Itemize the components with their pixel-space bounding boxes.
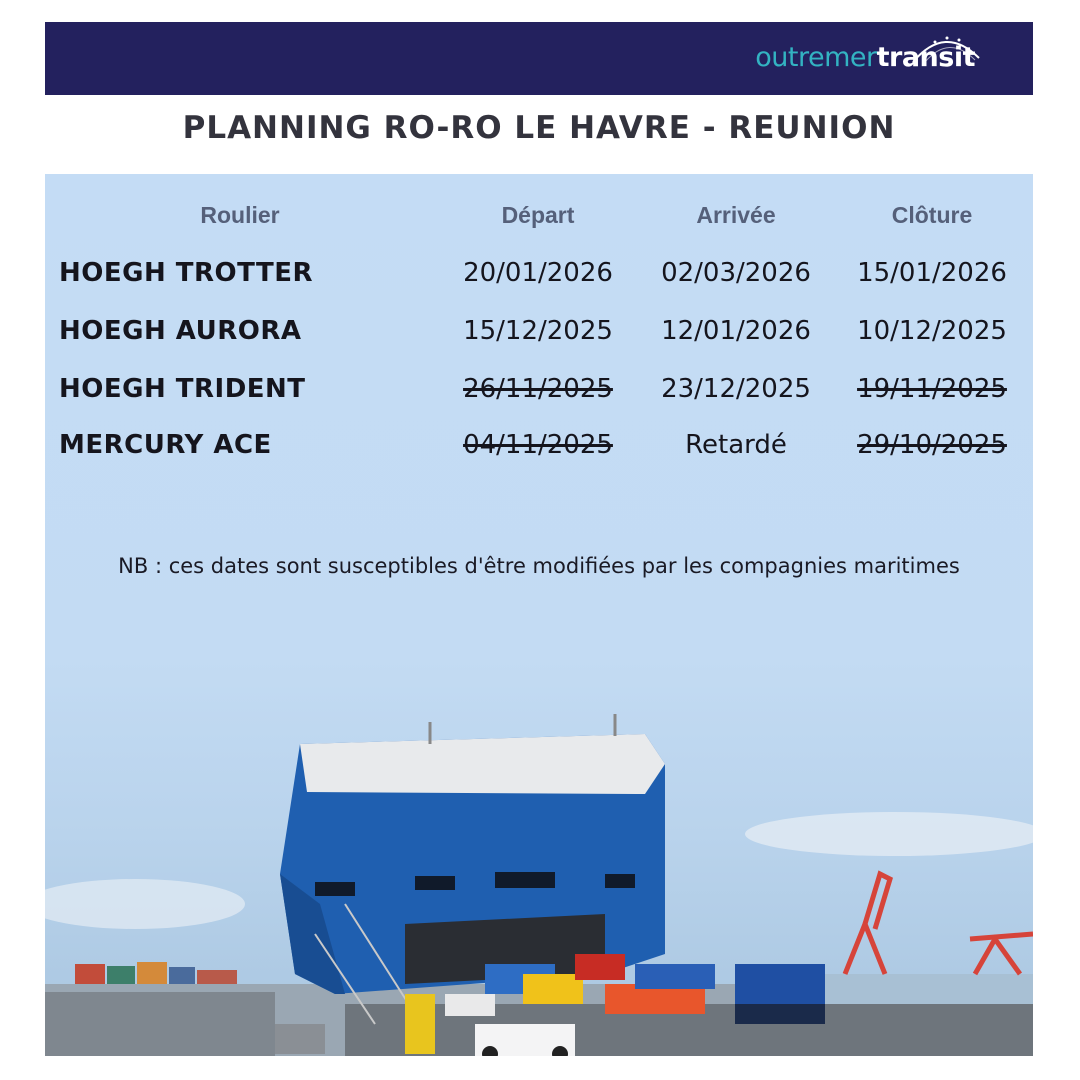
departure-date: 04/11/2025 (463, 430, 613, 460)
closing-date: 15/01/2026 (857, 258, 1007, 288)
logo-part1: outremer (755, 42, 877, 73)
column-header-departure: Départ (501, 202, 575, 228)
departure-date: 15/12/2025 (463, 316, 613, 346)
ship-name: HOEGH AURORA (59, 316, 302, 346)
schedule-panel (45, 174, 1033, 1056)
departure-date: 26/11/2025 (463, 374, 613, 404)
departure-date: 20/01/2026 (463, 258, 613, 288)
column-header-ship: Roulier (200, 202, 280, 228)
brand-logo (755, 42, 975, 73)
schedule-row (45, 430, 1033, 470)
roro-ship-photo (45, 674, 1033, 1056)
arrival-date: 23/12/2025 (661, 374, 811, 404)
planning-card (45, 22, 1033, 1056)
page-title: PLANNING RO-RO LE HAVRE - REUNION (182, 110, 896, 146)
closing-date: 29/10/2025 (857, 430, 1007, 460)
logo-part2: transit (876, 42, 975, 73)
arrival-status: Retardé (685, 430, 787, 460)
ship-name: HOEGH TRIDENT (59, 374, 306, 404)
column-header-arrival: Arrivée (696, 202, 776, 228)
schedule-row (45, 258, 1033, 298)
disclaimer-note: NB : ces dates sont susceptibles d'être modifiées par les compagnies maritimes (118, 554, 960, 578)
schedule-row (45, 374, 1033, 414)
header-bar (45, 22, 1033, 95)
arrival-date: 02/03/2026 (661, 258, 811, 288)
column-header-closing: Clôture (891, 202, 973, 228)
arrival-date: 12/01/2026 (661, 316, 811, 346)
ship-name: MERCURY ACE (59, 430, 272, 460)
closing-date: 19/11/2025 (857, 374, 1007, 404)
closing-date: 10/12/2025 (857, 316, 1007, 346)
ship-name: HOEGH TROTTER (59, 258, 313, 288)
schedule-row (45, 316, 1033, 356)
